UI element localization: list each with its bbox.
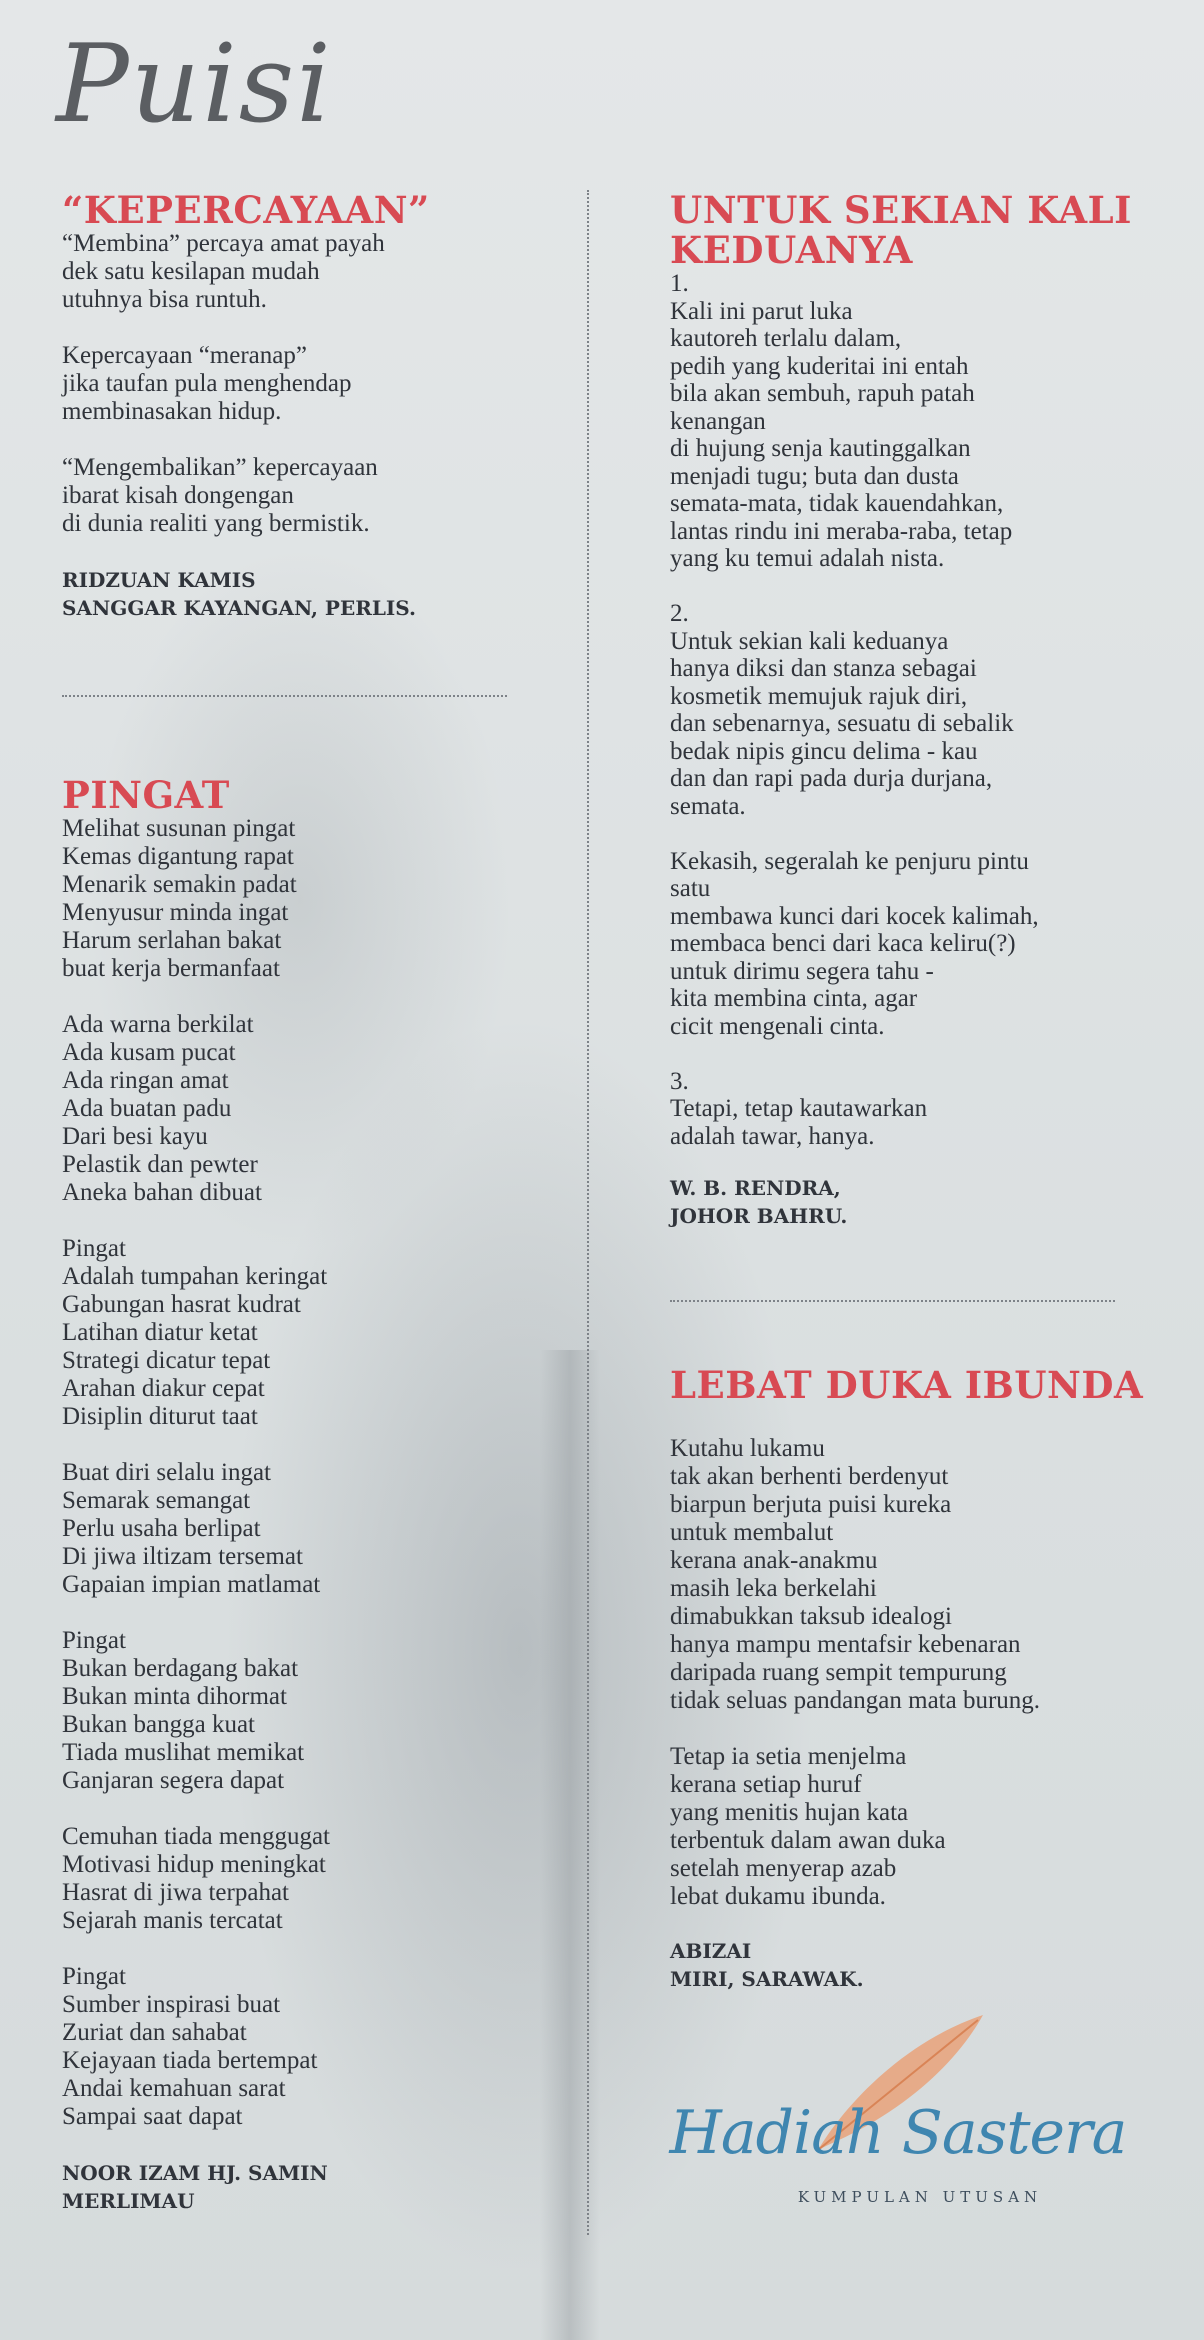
poem-pingat xyxy=(62,775,562,2215)
poem-body: Kutahu lukamu tak akan berhenti berdenyut biarpun berjuta puisi kureka untuk membalut kerana anak-anakmu masih leka berkelahi dimabukkan taksub idealogi hanya mampu mentafsir kebenaran daripada ruang sempit tempurung tidak seluas pandangan mata burung. Tetap ia setia menjelma kerana setiap huruf yang menitis hujan kata terbentuk dalam awan duka setelah menyerap azab lebat dukamu ibunda. xyxy=(670,1435,1041,1910)
poem-body: Melihat susunan pingat Kemas digantung rapat Menarik semakin padat Menyusur minda ingat Harum serlahan bakat buat kerja bermanfaat Ada warna berkilat Ada kusam pucat Ada ringan amat Ada buatan padu Dari besi kayu Pelastik dan pewter Aneka bahan dibuat Pingat Adalah tumpahan keringat Gabungan hasrat kudrat Latihan diatur ketat Strategi dicatur tepat Arahan diakur cepat Disiplin diturut taat Buat diri selalu ingat Semarak semangat Perlu usaha berlipat Di jiwa iltizam tersemat Gapaian impian matlamat Pingat Bukan berdagang bakat Bukan minta dihormat Bukan bangga kuat Tiada muslihat memikat Ganjaran segera dapat Cemuhan tiada menggugat Motivasi hidup meningkat Hasrat di jiwa terpahat Sejarah manis tercatat Pingat Sumber inspirasi buat Zuriat dan sahabat Kejayaan tiada bertempat Andai kemahuan sarat Sampai saat dapat xyxy=(62,815,330,2130)
poem-body: “Membina” percaya amat payah dek satu kesilapan mudah utuhnya bisa runtuh. Kepercayaan “meranap” jika taufan pula menghendap membinasakan hidup. “Mengembalikan” kepercayaan ibarat kisah dongengan di dunia realiti yang bermistik. xyxy=(62,230,385,537)
poem-title: LEBAT DUKA IBUNDA xyxy=(670,1363,1144,1407)
poem-author: RIDZUAN KAMIS SANGGAR KAYANGAN, PERLIS. xyxy=(62,568,416,620)
poem-title: “KEPERCAYAAN” xyxy=(62,188,430,232)
hadiah-sastera-logo xyxy=(668,2010,1128,2220)
poem-separator xyxy=(62,695,507,697)
poem-title: PINGAT xyxy=(62,773,230,817)
poem-separator xyxy=(670,1300,1115,1302)
poem-lebat-duka-ibunda xyxy=(670,1365,1190,1993)
poem-author: W. B. RENDRA, JOHOR BAHRU. xyxy=(670,1176,848,1228)
poem-author: ABIZAI MIRI, SARAWAK. xyxy=(670,1939,864,1991)
poem-author: NOOR IZAM HJ. SAMIN MERLIMAU xyxy=(62,2161,328,2213)
section-heading: Puisi xyxy=(56,22,333,147)
poem-untuk-sekian-kali-keduanya xyxy=(670,190,1190,1230)
column-divider xyxy=(587,190,589,2235)
poem-title: UNTUK SEKIAN KALI KEDUANYA xyxy=(670,188,1132,272)
logo-script-text: Hadiah Sastera xyxy=(669,2098,1127,2168)
logo-subtitle: KUMPULAN UTUSAN xyxy=(797,2188,1043,2206)
poem-kepercayaan xyxy=(62,190,562,622)
poem-body: 1. Kali ini parut luka kautoreh terlalu dalam, pedih yang kuderitai ini entah bila akan sembuh, rapuh patah kenangan di hujung senja kautinggalkan menjadi tugu; buta dan dusta semata-mata, tidak kauendahkan, lantas rindu ini meraba-raba, tetap yang ku temui adalah nista. 2. Untuk sekian kali keduanya hanya diksi dan stanza sebagai kosmetik memujuk rajuk diri, dan sebenarnya, sesuatu di sebalik bedak nipis gincu delima - kau dan dan rapi pada durja durjana, semata. Kekasih, segeralah ke penjuru pintu satu membawa kunci dari kocek kalimah, membaca benci dari kaca keliru(?) untuk dirimu segera tahu - kita membina cinta, agar cicit mengenali cinta. 3. Tetapi, tetap kautawarkan adalah tawar, hanya. xyxy=(670,270,1039,1150)
